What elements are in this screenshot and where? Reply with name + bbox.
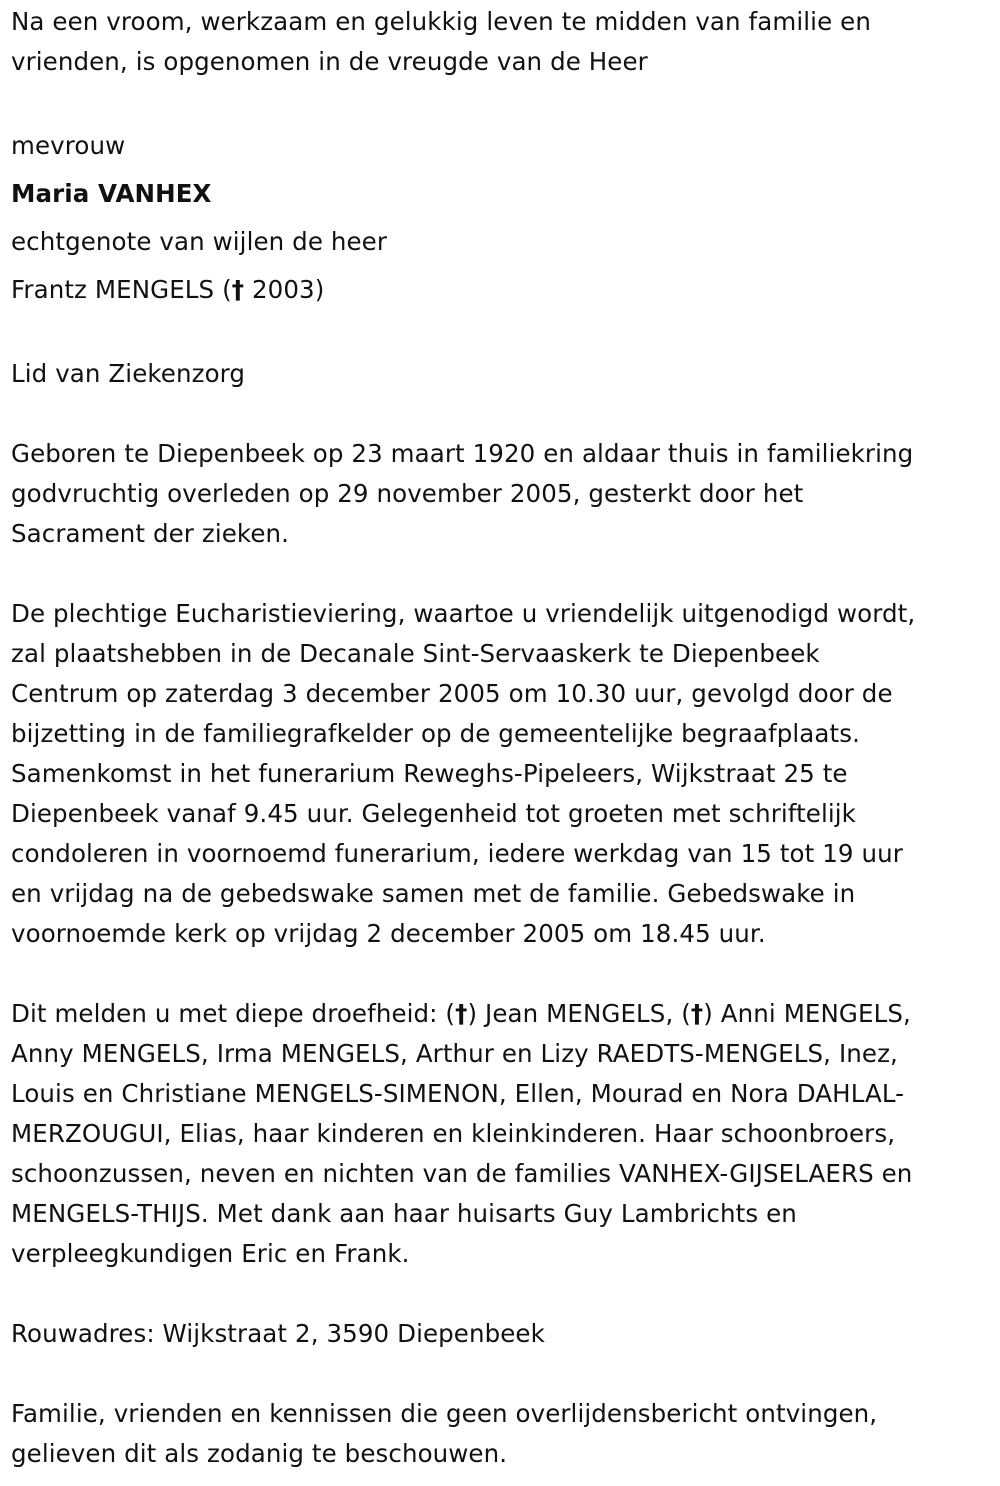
intro-line: vrienden, is opgenomen in de vreugde van de Heer — [11, 47, 648, 76]
announcement-line: Louis en Christiane MENGELS-SIMENON, Ellen, Mourad en Nora DAHLAL- — [11, 1079, 905, 1108]
announcement-line: MENGELS-THIJS. Met dank aan haar huisarts Guy Lambrichts en — [11, 1199, 797, 1228]
ceremony-line: De plechtige Eucharistieviering, waartoe u vriendelijk uitgenodigd wordt, — [11, 599, 916, 628]
name-block — [11, 122, 990, 314]
ceremony-line: Diepenbeek vanaf 9.45 uur. Gelegenheid tot groeten met schriftelijk — [11, 799, 856, 828]
closing-line: gelieven dit als zodanig te beschouwen. — [11, 1439, 508, 1468]
deceased-name: Maria VANHEX — [11, 179, 212, 208]
ceremony-line: condoleren in voornoemd funerarium, iedere werkdag van 15 tot 19 uur — [11, 839, 903, 868]
spouse-name: Frantz MENGELS ( — [11, 275, 232, 304]
birth-death-line: godvruchtig overleden op 29 november 2005, gesterkt door het — [11, 479, 804, 508]
ceremony-paragraph — [11, 594, 990, 954]
ceremony-line: zal plaatshebben in de Decanale Sint-Servaaskerk te Diepenbeek — [11, 639, 820, 668]
announcement-line: MERZOUGUI, Elias, haar kinderen en kleinkinderen. Haar schoonbroers, — [11, 1119, 896, 1148]
membership-paragraph — [11, 354, 990, 394]
ceremony-line: bijzetting in de familiegrafkelder op de gemeentelijke begraafplaats. — [11, 719, 860, 748]
announcement-line: verpleegkundigen Eric en Frank. — [11, 1239, 410, 1268]
announcement-line — [11, 994, 990, 1034]
spouse-line — [11, 266, 990, 314]
ceremony-line: en vrijdag na de gebedswake samen met de familie. Gebedswake in — [11, 879, 856, 908]
ceremony-line: Samenkomst in het funerarium Reweghs-Pipeleers, Wijkstraat 25 te — [11, 759, 848, 788]
mourning-address: Rouwadres: Wijkstraat 2, 3590 Diepenbeek — [11, 1319, 545, 1348]
cross-icon: † — [231, 275, 245, 304]
cross-icon: † — [690, 999, 704, 1028]
announcement-text: Dit melden u met diepe droefheid: ( — [11, 999, 456, 1028]
announcement-paragraph — [11, 994, 990, 1274]
announcement-text: ) Jean MENGELS, ( — [467, 999, 691, 1028]
membership-text: Lid van Ziekenzorg — [11, 359, 246, 388]
announcement-line: Anny MENGELS, Irma MENGELS, Arthur en Lizy RAEDTS-MENGELS, Inez, — [11, 1039, 898, 1068]
announcement-text: ) Anni MENGELS, — [703, 999, 911, 1028]
birth-death-line: Sacrament der zieken. — [11, 519, 290, 548]
announcement-line: schoonzussen, neven en nichten van de families VANHEX-GIJSELAERS en — [11, 1159, 913, 1188]
ceremony-line: voornoemde kerk op vrijdag 2 december 2005 om 18.45 uur. — [11, 919, 766, 948]
closing-paragraph — [11, 1394, 990, 1474]
cross-icon: † — [455, 999, 468, 1028]
ceremony-line: Centrum op zaterdag 3 december 2005 om 10.30 uur, gevolgd door de — [11, 679, 893, 708]
birth-death-paragraph — [11, 434, 990, 554]
closing-line: Familie, vrienden en kennissen die geen overlijdensbericht ontvingen, — [11, 1399, 878, 1428]
intro-paragraph — [11, 2, 990, 82]
spouse-year: 2003) — [244, 275, 325, 304]
birth-death-line: Geboren te Diepenbeek op 23 maart 1920 en aldaar thuis in familiekring — [11, 439, 914, 468]
address-paragraph — [11, 1314, 990, 1354]
honorific: mevrouw — [11, 131, 126, 160]
intro-line: Na een vroom, werkzaam en gelukkig leven te midden van familie en — [11, 7, 871, 36]
spouse-label: echtgenote van wijlen de heer — [11, 227, 388, 256]
